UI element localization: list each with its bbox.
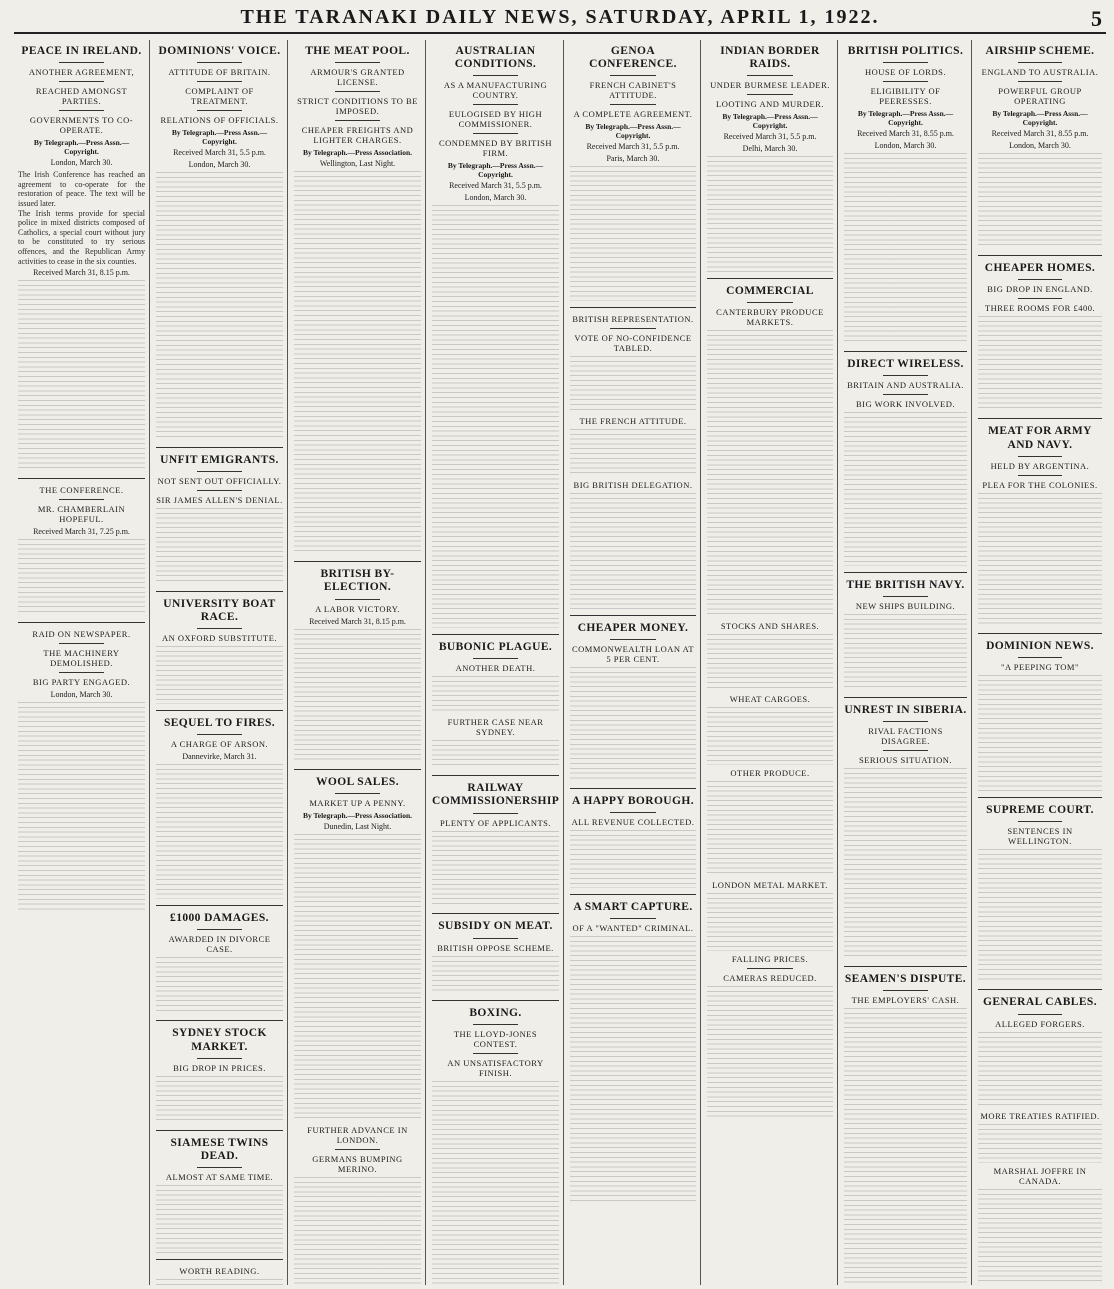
headline: AIRSHIP SCHEME. <box>985 45 1095 57</box>
divider <box>335 91 381 92</box>
headline: SEQUEL TO FIRES. <box>163 717 276 730</box>
dateline: By Telegraph.—Press Association. <box>302 148 413 158</box>
article-text-lines <box>707 986 833 1120</box>
divider <box>978 797 1102 798</box>
article-text-lines <box>294 834 421 1122</box>
column-5 <box>566 40 701 1285</box>
subheading: LOOTING AND MURDER. <box>716 99 824 110</box>
divider <box>883 81 927 82</box>
divider <box>335 793 381 794</box>
article-text-lines <box>707 330 833 618</box>
divider <box>844 966 967 967</box>
divider <box>1018 456 1063 457</box>
received-line: Paris, March 30. <box>606 154 660 164</box>
subheading: MARKET UP A PENNY. <box>309 798 406 809</box>
divider <box>570 615 696 616</box>
subheading: CONDEMNED BY BRITISH FIRM. <box>438 138 553 159</box>
body-text: The Irish terms provide for special police in mixed districts composed of Catholics, a special court without jury to be constituted to try serious offences, and the Republican Army activities to cease in the six counties. <box>18 208 145 266</box>
article-text-lines <box>570 830 696 888</box>
column-2 <box>152 40 288 1285</box>
divider <box>747 302 792 303</box>
headline: UNREST IN SIBERIA. <box>844 704 967 717</box>
divider <box>197 81 243 82</box>
received-line: Received March 31, 5.5 p.m. <box>449 181 542 191</box>
subheading: LONDON METAL MARKET. <box>712 880 828 891</box>
article-text-lines <box>844 1008 967 1285</box>
article-text-lines <box>707 707 833 765</box>
column-1 <box>14 40 150 1285</box>
divider <box>197 62 243 63</box>
article-text-lines <box>18 539 145 616</box>
divider <box>1018 81 1063 82</box>
headline: RAILWAY COMMISSIONERSHIP <box>432 782 560 808</box>
divider <box>1018 475 1063 476</box>
article-text-lines <box>707 156 833 271</box>
received-line: Received March 31, 5.5 p.m. <box>586 142 680 152</box>
divider <box>156 1130 283 1131</box>
divider <box>978 633 1102 634</box>
headline: UNIVERSITY BOAT RACE. <box>163 598 276 624</box>
headline: THE BRITISH NAVY. <box>846 579 965 592</box>
divider <box>473 133 519 134</box>
article-text-lines <box>294 1177 421 1285</box>
headline: £1000 DAMAGES. <box>170 911 269 924</box>
divider <box>197 471 243 472</box>
subheading: ELIGIBILITY OF PEERESSES. <box>870 86 941 107</box>
divider <box>59 62 105 63</box>
subheading: ENGLAND TO AUSTRALIA. <box>981 67 1099 78</box>
subheading: AS A MANUFACTURING COUNTRY. <box>443 80 548 101</box>
divider <box>473 938 519 939</box>
divider <box>156 1020 283 1021</box>
divider <box>473 658 519 659</box>
received-line: Received March 31, 8.55 p.m. <box>857 129 954 139</box>
headline: SYDNEY STOCK MARKET. <box>172 1027 267 1053</box>
masthead <box>14 6 1106 34</box>
headline: PEACE IN IRELAND. <box>21 45 142 57</box>
article-text-lines <box>156 764 283 898</box>
divider <box>156 905 283 906</box>
subheading: STRICT CONDITIONS TO BE IMPOSED. <box>297 96 418 117</box>
divider <box>59 499 105 500</box>
article-text-lines <box>156 957 283 1015</box>
received-line: London, March 30. <box>1009 141 1071 151</box>
divider <box>473 1053 519 1054</box>
body-text: The Irish Conference has reached an agreement to co-operate for the restoration of peace. The text will be issued later. <box>18 170 145 208</box>
divider <box>883 596 927 597</box>
divider <box>978 989 1102 990</box>
divider <box>156 1259 283 1260</box>
subheading: AWARDED IN DIVORCE CASE. <box>168 933 271 954</box>
divider <box>197 929 243 930</box>
column-4 <box>428 40 564 1285</box>
divider <box>610 918 655 919</box>
headline: WOOL SALES. <box>315 776 399 789</box>
headline: CHEAPER MONEY. <box>577 621 689 634</box>
headline: A HAPPY BOROUGH. <box>572 795 694 808</box>
article-text-lines <box>844 412 967 566</box>
divider <box>747 968 792 969</box>
article-text-lines <box>294 629 421 763</box>
headline: SUPREME COURT. <box>986 803 1094 816</box>
subheading: RELATIONS OF OFFICIALS. <box>160 115 279 126</box>
divider <box>978 255 1102 256</box>
subheading: BIG BRITISH DELEGATION. <box>573 480 693 491</box>
article-text-lines <box>432 740 559 769</box>
article-text-lines <box>844 768 967 960</box>
subheading: STOCKS AND SHARES. <box>720 620 820 631</box>
received-line: London, March 30. <box>188 160 251 170</box>
divider <box>610 75 655 76</box>
subheading: ALLEGED FORGERS. <box>995 1018 1085 1029</box>
subheading: ANOTHER DEATH. <box>455 663 536 674</box>
divider <box>156 447 283 448</box>
subheading: BIG PARTY ENGAGED. <box>32 676 131 687</box>
article-text-lines <box>978 1189 1102 1285</box>
headline: GENOA CONFERENCE. <box>589 45 677 71</box>
divider <box>156 591 283 592</box>
divider <box>294 769 421 770</box>
subheading: THE EMPLOYERS' CASH. <box>851 995 960 1006</box>
subheading: THE FRENCH ATTITUDE. <box>579 416 687 427</box>
article-text-lines <box>978 849 1102 983</box>
article-text-lines <box>156 1185 283 1252</box>
received-line: Dunedin, Last Night. <box>323 822 392 832</box>
article-text-lines <box>156 646 283 704</box>
received-line: Received March 31, 7.25 p.m. <box>33 527 130 537</box>
divider <box>883 750 927 751</box>
subheading: CANTERBURY PRODUCE MARKETS. <box>716 306 824 327</box>
subheading: HOUSE OF LORDS. <box>865 67 946 78</box>
divider <box>18 478 145 479</box>
subheading: ALL REVENUE COLLECTED. <box>571 817 695 828</box>
divider <box>432 1000 559 1001</box>
subheading: MARSHAL JOFFRE IN CANADA. <box>993 1165 1087 1186</box>
divider <box>473 1024 519 1025</box>
divider <box>294 561 421 562</box>
headline: SUBSIDY ON MEAT. <box>438 920 553 933</box>
subheading: ARMOUR'S GRANTED LICENSE. <box>310 67 405 88</box>
divider <box>1018 298 1063 299</box>
divider <box>610 812 655 813</box>
divider <box>1018 821 1063 822</box>
divider <box>335 599 381 600</box>
subheading: SENTENCES IN WELLINGTON. <box>1007 825 1073 846</box>
received-line: Wellington, Last Night. <box>319 159 396 169</box>
subheading: NEW SHIPS BUILDING. <box>855 601 956 612</box>
divider <box>432 775 559 776</box>
divider <box>473 813 519 814</box>
article-text-lines <box>844 614 967 691</box>
divider <box>197 1058 243 1059</box>
subheading: THREE ROOMS FOR £400. <box>984 303 1096 314</box>
subheading: BRITAIN AND AUSTRALIA. <box>847 380 964 391</box>
divider <box>59 672 105 673</box>
subheading: ATTITUDE OF BRITAIN. <box>168 67 271 78</box>
divider <box>156 710 283 711</box>
article-text-lines <box>570 166 696 300</box>
subheading: MORE TREATIES RATIFIED. <box>980 1111 1100 1122</box>
received-line: London, March 30. <box>464 193 527 203</box>
divider <box>570 788 696 789</box>
divider <box>59 81 105 82</box>
divider <box>432 634 559 635</box>
received-line: London, March 30. <box>50 689 113 699</box>
divider <box>432 913 559 914</box>
divider <box>707 278 833 279</box>
subheading: WHEAT CARGOES. <box>729 694 811 705</box>
divider <box>883 394 927 395</box>
divider <box>197 628 243 629</box>
divider <box>610 639 655 640</box>
headline: DOMINIONS' VOICE. <box>158 45 281 57</box>
article-text-lines <box>432 676 559 714</box>
column-8 <box>974 40 1106 1285</box>
divider <box>610 328 655 329</box>
headline: DIRECT WIRELESS. <box>847 358 964 371</box>
divider <box>59 110 105 111</box>
subheading: UNDER BURMESE LEADER. <box>710 80 830 91</box>
column-3 <box>290 40 426 1285</box>
subheading: A CHARGE OF ARSON. <box>170 739 269 750</box>
divider <box>844 572 967 573</box>
divider <box>335 120 381 121</box>
article-text-lines <box>18 702 145 913</box>
subheading: REACHED AMONGST PARTIES. <box>35 86 128 107</box>
divider <box>197 110 243 111</box>
article-text-lines <box>570 667 696 782</box>
column-6 <box>703 40 838 1285</box>
article-text-lines <box>570 493 696 608</box>
divider <box>570 894 696 895</box>
subheading: OF A "WANTED" CRIMINAL. <box>572 923 694 934</box>
divider <box>610 104 655 105</box>
divider <box>335 62 381 63</box>
subheading: MR. CHAMBERLAIN HOPEFUL. <box>37 504 126 525</box>
divider <box>197 734 243 735</box>
divider <box>883 375 927 376</box>
subheading: SERIOUS SITUATION. <box>858 755 953 766</box>
article-text-lines <box>156 1076 283 1124</box>
divider <box>844 351 967 352</box>
dateline: By Telegraph.—Press Assn.—Copyright. <box>992 109 1088 128</box>
divider <box>747 94 792 95</box>
subheading: AN OXFORD SUBSTITUTE. <box>161 633 278 644</box>
divider <box>883 990 927 991</box>
divider <box>335 1149 381 1150</box>
divider <box>883 62 927 63</box>
divider <box>473 75 519 76</box>
subheading: A COMPLETE AGREEMENT. <box>573 109 693 120</box>
dateline: By Telegraph.—Press Assn.—Copyright. <box>722 112 818 131</box>
subheading: GERMANS BUMPING MERINO. <box>312 1154 403 1175</box>
article-text-lines <box>570 936 696 1205</box>
divider <box>473 104 519 105</box>
subheading: SIR JAMES ALLEN'S DENIAL. <box>156 495 283 506</box>
headline: SEAMEN'S DISPUTE. <box>844 973 967 986</box>
divider <box>1018 657 1063 658</box>
article-text-lines <box>707 634 833 692</box>
headline: AUSTRALIAN CONDITIONS. <box>454 45 537 71</box>
masthead-title: THE TARANAKI DAILY NEWS, SATURDAY, APRIL 1, 1922. <box>240 6 880 28</box>
divider <box>978 418 1102 419</box>
subheading: ANOTHER AGREEMENT, <box>28 67 135 78</box>
article-text-lines <box>978 153 1102 249</box>
dateline: By Telegraph.—Press Association. <box>302 811 413 821</box>
article-text-lines <box>156 508 283 585</box>
article-text-lines <box>432 956 559 994</box>
divider <box>1018 1014 1063 1015</box>
headline: DOMINION NEWS. <box>986 640 1094 653</box>
headline: BOXING. <box>469 1007 522 1020</box>
article-text-lines <box>844 153 967 345</box>
received-line: Received March 31, 5.5 p.m. <box>723 132 817 142</box>
headline: UNFIT EMIGRANTS. <box>160 454 279 467</box>
subheading: AN UNSATISFACTORY FINISH. <box>447 1058 544 1079</box>
subheading: COMPLAINT OF TREATMENT. <box>185 86 254 107</box>
article-text-lines <box>978 1124 1102 1162</box>
article-text-lines <box>156 172 283 441</box>
headline: COMMERCIAL <box>726 284 814 297</box>
subheading: HELD BY ARGENTINA. <box>990 460 1090 471</box>
headline: MEAT FOR ARMY AND NAVY. <box>988 425 1092 451</box>
headline: CHEAPER HOMES. <box>984 262 1096 275</box>
subheading: GOVERNMENTS TO CO-OPERATE. <box>29 115 134 136</box>
subheading: BIG WORK INVOLVED. <box>856 399 955 410</box>
received-line: London, March 30. <box>874 141 937 151</box>
article-text-lines <box>978 316 1102 412</box>
headline: BUBONIC PLAGUE. <box>438 640 553 653</box>
subheading: BRITISH REPRESENTATION. <box>572 313 694 324</box>
subheading: ALMOST AT SAME TIME. <box>165 1172 274 1183</box>
divider <box>197 490 243 491</box>
dateline: By Telegraph.—Press Assn.—Copyright. <box>33 138 130 157</box>
headline: SIAMESE TWINS DEAD. <box>170 1136 269 1163</box>
article-text-lines <box>294 171 421 555</box>
headline: THE MEAT POOL. <box>305 45 410 57</box>
received-line: Delhi, March 30. <box>742 144 798 154</box>
dateline: By Telegraph.—Press Assn.—Copyright. <box>857 109 954 128</box>
received-line: Received March 31, 8.15 p.m. <box>309 616 406 626</box>
subheading: VOTE OF NO-CONFIDENCE TABLED. <box>574 332 692 353</box>
divider <box>747 75 792 76</box>
subheading: PLEA FOR THE COLONIES. <box>982 479 1098 490</box>
subheading: OTHER PRODUCE. <box>730 768 810 779</box>
article-text-lines <box>18 280 145 472</box>
dateline: By Telegraph.—Press Assn.—Copyright. <box>447 161 544 180</box>
headline: GENERAL CABLES. <box>982 996 1097 1009</box>
dateline: By Telegraph.—Press Assn.—Copyright. <box>171 128 268 147</box>
divider <box>883 721 927 722</box>
subheading: FRENCH CABINET'S ATTITUDE. <box>589 80 677 101</box>
subheading: BIG DROP IN ENGLAND. <box>987 284 1093 295</box>
subheading: THE MACHINERY DEMOLISHED. <box>43 647 120 668</box>
subheading: BIG DROP IN PRICES. <box>173 1062 266 1073</box>
headline: INDIAN BORDER RAIDS. <box>720 45 820 71</box>
subheading: NOT SENT OUT OFFICIALLY. <box>157 476 282 487</box>
subheading: FURTHER CASE NEAR SYDNEY. <box>447 717 544 738</box>
article-text-lines <box>978 1032 1102 1109</box>
article-text-lines <box>570 429 696 477</box>
dateline: By Telegraph.—Press Assn.—Copyright. <box>585 122 681 141</box>
article-text-lines <box>707 893 833 951</box>
divider <box>1018 279 1063 280</box>
article-text-lines <box>978 675 1102 790</box>
article-text-lines <box>156 1279 283 1285</box>
subheading: POWERFUL GROUP OPERATING <box>998 86 1082 107</box>
subheading: RIVAL FACTIONS DISAGREE. <box>868 726 943 747</box>
subheading: FURTHER ADVANCE IN LONDON. <box>307 1125 408 1146</box>
received-line: London, March 30. <box>50 158 113 168</box>
subheading: BRITISH OPPOSE SCHEME. <box>437 942 554 953</box>
subheading: A LABOR VICTORY. <box>315 603 400 614</box>
received-line: Received March 31, 8.15 p.m. <box>33 268 130 278</box>
subheading: CHEAPER FREIGHTS AND LIGHTER CHARGES. <box>301 125 414 146</box>
divider <box>570 307 696 308</box>
subheading: RAID ON NEWSPAPER. <box>32 628 131 639</box>
article-text-lines <box>432 831 559 908</box>
subheading: "A PEEPING TOM" <box>1001 662 1079 673</box>
article-text-lines <box>570 356 696 414</box>
article-text-lines <box>978 493 1102 627</box>
subheading: THE LLOYD-JONES CONTEST. <box>453 1029 538 1050</box>
subheading: EULOGISED BY HIGH COMMISSIONER. <box>448 109 543 130</box>
subheading: PLENTY OF APPLICANTS. <box>439 817 552 828</box>
divider <box>844 697 967 698</box>
column-7 <box>840 40 972 1285</box>
received-line: Received March 31, 5.5 p.m. <box>173 148 266 158</box>
page-number: 5 <box>1091 6 1102 31</box>
subheading: THE CONFERENCE. <box>39 485 124 496</box>
article-text-lines <box>707 781 833 877</box>
divider <box>197 1167 243 1168</box>
divider <box>18 622 145 623</box>
divider <box>1018 62 1063 63</box>
subheading: WORTH READING. <box>179 1265 260 1276</box>
headline: BRITISH POLITICS. <box>847 45 964 57</box>
headline: A SMART CAPTURE. <box>573 900 693 913</box>
subheading: COMMONWEALTH LOAN AT 5 PER CENT. <box>571 643 695 664</box>
divider <box>59 643 105 644</box>
headline: BRITISH BY-ELECTION. <box>320 568 395 594</box>
subheading: FALLING PRICES. <box>731 953 809 964</box>
article-text-lines <box>432 205 559 627</box>
received-line: Dannevirke, March 31. <box>182 752 257 762</box>
subheading: CAMERAS REDUCED. <box>723 972 817 983</box>
article-text-lines <box>432 1081 559 1285</box>
received-line: Received March 31, 8.55 p.m. <box>991 129 1089 139</box>
